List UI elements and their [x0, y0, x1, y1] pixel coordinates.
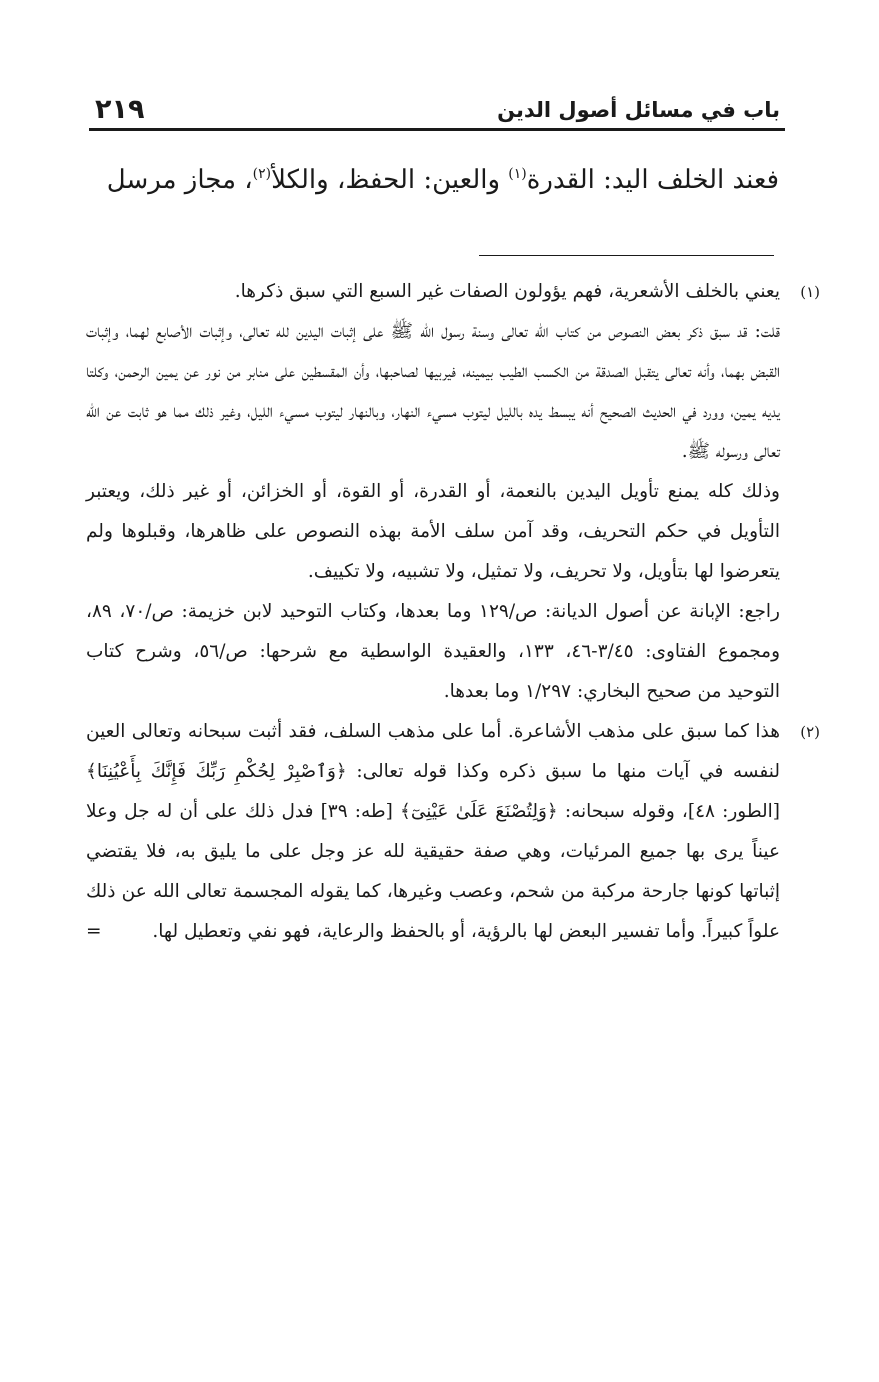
running-title: باب في مسائل أصول الدين	[497, 98, 780, 122]
page-header	[95, 88, 780, 124]
footnote-ref-1: (١)	[508, 166, 527, 182]
footnote-1-intro: يعني بالخلف الأشعرية، فهم يؤولون الصفات غير السبع التي سبق ذكرها.	[234, 281, 780, 302]
continuation-mark: =	[86, 921, 102, 942]
footnote-2	[86, 712, 820, 952]
main-text	[100, 150, 779, 204]
main-text-part2: والعين: الحفظ، والكلأ	[271, 165, 509, 195]
footnote-2-text	[86, 712, 780, 952]
footnote-separator	[479, 255, 774, 256]
footnote-1-paragraph-1: قلت: قد سبق ذكر بعض النصوص من كتاب الله تعالى وسنة رسول الله ﷺ على إثبات اليدين لله تعالى، وإثبات الأصابع لهما، وإثبات القبض بهما، وأنه تعالى يتقبل الصدقة من الكسب الطيب بيمينه، فيربيها لصاحبها، وأن المقسطين على منابر من نور عن يمين الرحمن، وكلتا يديه يمين، وورد في الحديث الصحيح أنه يبسط يده بالليل ليتوب مسيء النهار، وبالنهار ليتوب مسيء الليل، وغير ذلك مما هو ثابت عن الله تعالى ورسوله ﷺ.	[86, 321, 781, 462]
footnote-1-marker: (١)	[800, 283, 820, 301]
footnote-2-marker: (٢)	[800, 723, 820, 741]
footnote-1-paragraph-3: راجع: الإبانة عن أصول الديانة: ص/١٢٩ وما بعدها، وكتاب التوحيد لابن خزيمة: ص/٧٠، ٨٩، ومجموع الفتاوى: ٣/٤٥-٤٦، ١٣٣، والعقيدة الواسطية مع شرحها: ص/٥٦، وشرح كتاب التوحيد من صحيح البخاري: ١/٢٩٧ وما بعدها.	[86, 601, 780, 702]
footnotes	[86, 272, 820, 952]
main-text-part3: ، مجاز مرسل	[106, 165, 253, 195]
page-number: ٢١٩	[95, 94, 145, 125]
footnote-1-paragraph-2: وذلك كله يمنع تأويل اليدين بالنعمة، أو القدرة، أو القوة، أو الخزائن، أو غير ذلك، ويعتبر التأويل في حكم التحريف، وقد آمن سلف الأمة بهذه النصوص على ظاهرها، وقبلوها ولم يتعرضوا لها بتأويل، ولا تحريف، ولا تمثيل، ولا تشبيه، ولا تكييف.	[86, 481, 780, 582]
footnote-ref-2: (٢)	[252, 166, 272, 182]
footnote-2-body: هذا كما سبق على مذهب الأشاعرة. أما على مذهب السلف، فقد أثبت سبحانه وتعالى العين لنفسه في آيات منها ما سبق ذكره وكذا قوله تعالى: ﴿وَٱصْبِرْ لِحُكْمِ رَبِّكَ فَإِنَّكَ بِأَعْيُنِنَا﴾ [الطور: ٤٨]، وقوله سبحانه: ﴿وَلِتُصْنَعَ عَلَىٰ عَيْنِىٓ﴾ [طه: ٣٩] فدل ذلك على أن له جل وعلا عيناً يرى بها جميع المرئيات، وهي صفة حقيقية لله عز وجل على ما يليق به، فلا يقتضي إثباتها كونها جارحة مركبة من شحم، وعصب وغيرها، كما يقوله المجسمة تعالى الله عن ذلك علواً كبيراً. وأما تفسير البعض لها بالرؤية، أو بالحفظ والرعاية، فهو نفي وتعطيل لها.	[86, 721, 780, 942]
header-rule	[89, 128, 785, 131]
footnote-1	[86, 272, 820, 712]
main-text-part1: فعند الخلف اليد: القدرة	[526, 165, 779, 195]
